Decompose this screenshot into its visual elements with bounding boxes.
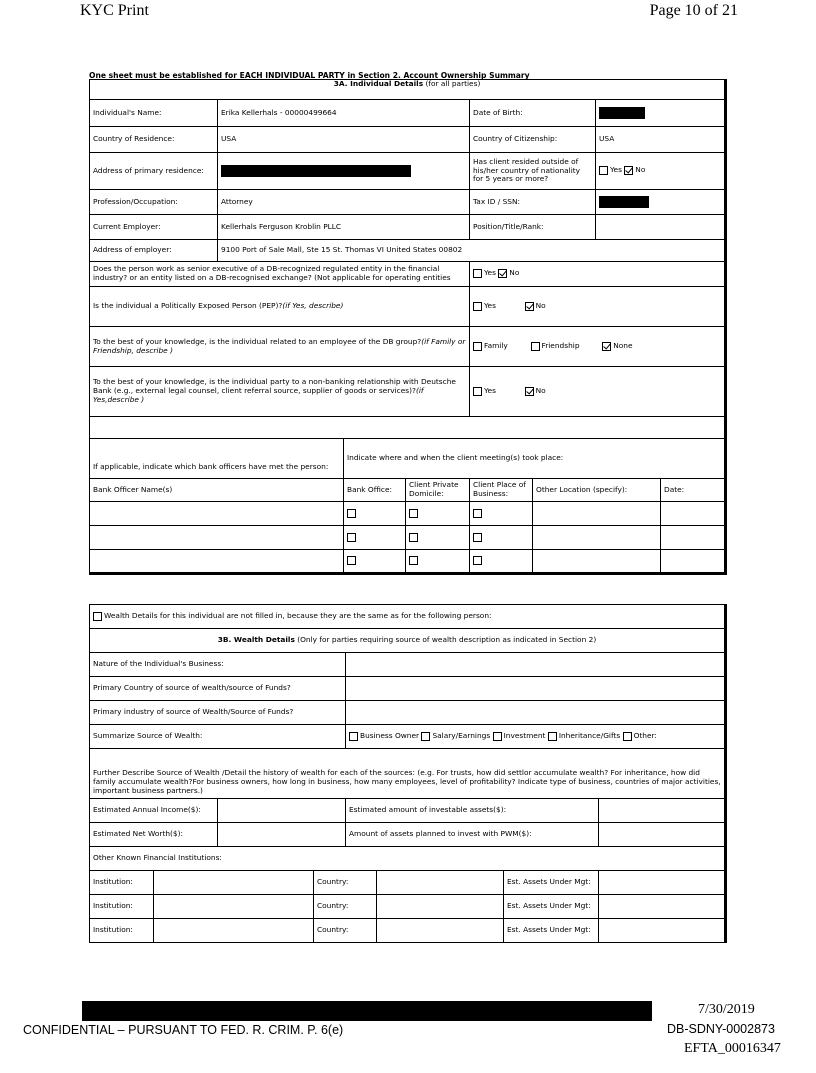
- employer-row: [90, 215, 726, 240]
- pep-yes-checkbox[interactable]: [473, 302, 482, 311]
- domicile-cell: [406, 526, 470, 550]
- senior-executive-row: [90, 262, 726, 287]
- spacer-cell: [90, 417, 726, 439]
- nonbank-yes-checkbox[interactable]: [473, 387, 482, 396]
- employer-address-value: 9100 Port of Sale Mall, Ste 15 St. Thomas VI United States 00802: [218, 240, 726, 262]
- country-input[interactable]: [377, 919, 504, 943]
- summarize-label: Summarize Source of Wealth:: [90, 725, 346, 749]
- aum-input[interactable]: [599, 919, 726, 943]
- related-question-hint: (if Family or Friendship, describe ): [93, 336, 466, 355]
- business-checkbox[interactable]: [473, 533, 482, 542]
- non-banking-question: [90, 367, 470, 417]
- country-source-row: [90, 677, 726, 701]
- outside-no-label: No: [635, 165, 646, 175]
- col-date: Date:: [661, 479, 726, 502]
- industry-source-row: [90, 701, 726, 725]
- institution-input[interactable]: [154, 919, 314, 943]
- redaction-bar: [599, 196, 649, 208]
- meeting-label: Indicate where and when the client meeting(s) took place:: [344, 439, 726, 479]
- institution-row: [90, 919, 726, 943]
- planned-input[interactable]: [599, 823, 726, 847]
- other-location-input[interactable]: [533, 502, 661, 526]
- spacer-row: [90, 417, 726, 439]
- address-value: [218, 153, 470, 190]
- same-as-cell: [90, 605, 726, 629]
- business-cell: [470, 502, 533, 526]
- business-checkbox[interactable]: [473, 556, 482, 565]
- other-fi-label: Other Known Financial Institutions:: [90, 847, 726, 871]
- investment-label: Investment: [503, 730, 546, 740]
- friendship-checkbox[interactable]: [531, 342, 540, 351]
- pep-no-checkbox[interactable]: [525, 302, 534, 311]
- individual-details-table: [89, 79, 727, 575]
- footer-date: 7/30/2019: [698, 1002, 755, 1017]
- residence-row: [90, 127, 726, 153]
- related-employee-row: [90, 327, 726, 367]
- redaction-bar: [599, 107, 645, 119]
- outside-yes-checkbox[interactable]: [599, 166, 608, 175]
- same-as-checkbox[interactable]: [93, 612, 102, 621]
- name-value: Erika Kellerhals - 00000499664: [218, 100, 470, 127]
- friendship-label: Friendship: [541, 340, 580, 350]
- aum-label: Est. Assets Under Mgt:: [504, 871, 599, 895]
- senior-yes-label: Yes: [484, 268, 496, 278]
- salary-label: Salary/Earnings: [432, 730, 491, 740]
- aum-input[interactable]: [599, 871, 726, 895]
- position-value: [596, 215, 726, 240]
- profession-row: [90, 190, 726, 215]
- country-input[interactable]: [377, 895, 504, 919]
- other-checkbox[interactable]: [623, 732, 632, 741]
- col-other-location: Other Location (specify):: [533, 479, 661, 502]
- country-label: Country:: [314, 895, 377, 919]
- outside-nationality-label: Has client resided outside of his/her country of nationality for 5 years or more?: [470, 153, 596, 190]
- employer-address-row: [90, 240, 726, 262]
- bank-office-cell: [344, 526, 406, 550]
- summarize-options: [346, 725, 726, 749]
- institution-label: Institution:: [90, 895, 154, 919]
- business-owner-checkbox[interactable]: [349, 732, 358, 741]
- pep-question-hint: (if Yes, describe): [282, 301, 344, 311]
- nonbank-no-checkbox[interactable]: [525, 387, 534, 396]
- further-describe-text: Further Describe Source of Wealth /Detail the history of wealth for each of the sources: (e.g. For trusts, how did settlor accumulate wealth? For inheritance, how did family accumulate wealth?For business owners, how long in business, how many employees, level of profitability? Indicate type of business, countries of major activities, important business partners.): [90, 749, 726, 799]
- outside-yes-label: Yes: [610, 165, 622, 175]
- domicile-checkbox[interactable]: [409, 509, 418, 518]
- senior-no-label: No: [509, 268, 520, 278]
- domicile-checkbox[interactable]: [409, 533, 418, 542]
- networth-label: Estimated Net Worth($):: [90, 823, 218, 847]
- nature-label: Nature of the Individual's Business:: [90, 653, 346, 677]
- position-label: Position/Title/Rank:: [470, 215, 596, 240]
- income-label: Estimated Annual Income($):: [90, 799, 218, 823]
- country-source-label: Primary Country of source of wealth/source of Funds?: [90, 677, 346, 701]
- non-banking-question-hint: (if Yes,describe ): [93, 386, 424, 404]
- dob-value: [596, 100, 726, 127]
- income-input[interactable]: [218, 799, 346, 823]
- institution-input[interactable]: [154, 871, 314, 895]
- senior-no-checkbox[interactable]: [498, 269, 507, 278]
- domicile-cell: [406, 550, 470, 574]
- pep-question-text: Is the individual a Politically Exposed Person (PEP)?: [93, 301, 283, 311]
- citizenship-label: Country of Citizenship:: [470, 127, 596, 153]
- nonbank-yes-label: Yes: [484, 385, 496, 395]
- officer-name-input[interactable]: [90, 550, 344, 574]
- section-3b-title-suffix: (Only for parties requiring source of wealth description as indicated in Section 2): [297, 635, 597, 645]
- business-owner-label: Business Owner: [360, 730, 420, 740]
- section-3a-title-row: [90, 80, 726, 100]
- aum-label: Est. Assets Under Mgt:: [504, 919, 599, 943]
- country-source-input[interactable]: [346, 677, 726, 701]
- institution-label: Institution:: [90, 919, 154, 943]
- nature-row: [90, 653, 726, 677]
- institution-row: [90, 871, 726, 895]
- col-private-domicile: Client Private Domicile:: [406, 479, 470, 502]
- meeting-row: [90, 526, 726, 550]
- senior-yes-checkbox[interactable]: [473, 269, 482, 278]
- officers-label: If applicable, indicate which bank officers have met the person:: [90, 439, 344, 479]
- col-bank-office: Bank Office:: [344, 479, 406, 502]
- related-question: [90, 327, 470, 367]
- bates-number: DB-SDNY-0002873: [667, 1022, 775, 1036]
- inheritance-checkbox[interactable]: [548, 732, 557, 741]
- senior-executive-question: Does the person work as senior executive of a DB-recognized regulated entity in the financial industry? or an entity listed on a DB-recognised exchange? (Not applicable for operating entities: [90, 262, 470, 287]
- employer-address-label: Address of employer:: [90, 240, 218, 262]
- country-label: Country:: [314, 871, 377, 895]
- name-label: Individual's Name:: [90, 100, 218, 127]
- address-row: [90, 153, 726, 190]
- pep-yes-label: Yes: [484, 300, 496, 310]
- other-location-input[interactable]: [533, 550, 661, 574]
- section-3b-title: 3B. Wealth Details: [217, 635, 295, 645]
- industry-source-label: Primary industry of source of Wealth/Source of Funds?: [90, 701, 346, 725]
- confidential-notice: CONFIDENTIAL – PURSUANT TO FED. R. CRIM. P. 6(e): [23, 1023, 344, 1037]
- institution-label: Institution:: [90, 871, 154, 895]
- date-input[interactable]: [661, 502, 726, 526]
- industry-source-input[interactable]: [346, 701, 726, 725]
- non-banking-question-text: To the best of your knowledge, is the individual party to a non-banking relationship with Deutsche Bank (e.g., external legal counsel, client referral source, supplier of goods or services)?: [93, 377, 456, 396]
- networth-input[interactable]: [218, 823, 346, 847]
- residence-label: Country of Residence:: [90, 127, 218, 153]
- col-officer-name: Bank Officer Name(s): [90, 479, 344, 502]
- nature-input[interactable]: [346, 653, 726, 677]
- redaction-bar: [221, 165, 411, 177]
- senior-executive-answer: [470, 262, 726, 287]
- summarize-row: [90, 725, 726, 749]
- bank-office-checkbox[interactable]: [347, 509, 356, 518]
- domicile-cell: [406, 502, 470, 526]
- business-cell: [470, 526, 533, 550]
- date-input[interactable]: [661, 526, 726, 550]
- bank-office-cell: [344, 502, 406, 526]
- related-answer: [470, 327, 726, 367]
- employer-value: Kellerhals Ferguson Kroblin PLLC: [218, 215, 470, 240]
- country-label: Country:: [314, 919, 377, 943]
- income-row: [90, 799, 726, 823]
- bank-office-checkbox[interactable]: [347, 533, 356, 542]
- salary-checkbox[interactable]: [421, 732, 430, 741]
- pep-row: [90, 287, 726, 327]
- networth-row: [90, 823, 726, 847]
- institution-row: [90, 895, 726, 919]
- outside-nationality-value: [596, 153, 726, 190]
- country-input[interactable]: [377, 871, 504, 895]
- investable-input[interactable]: [599, 799, 726, 823]
- other-location-input[interactable]: [533, 526, 661, 550]
- citizenship-value: USA: [596, 127, 726, 153]
- family-label: Family: [484, 340, 508, 350]
- business-checkbox[interactable]: [473, 509, 482, 518]
- section-3a-title: 3A. Individual Details: [333, 79, 424, 88]
- instruction-note: One sheet must be established for EACH INDIVIDUAL PARTY in Section 2. Account Ownership Summary: [89, 71, 530, 80]
- officer-name-input[interactable]: [90, 526, 344, 550]
- employer-label: Current Employer:: [90, 215, 218, 240]
- residence-value: USA: [218, 127, 470, 153]
- same-as-row: [90, 605, 726, 629]
- non-banking-row: [90, 367, 726, 417]
- meeting-row: [90, 502, 726, 526]
- institution-input[interactable]: [154, 895, 314, 919]
- meeting-header-row: [90, 479, 726, 502]
- bank-office-checkbox[interactable]: [347, 556, 356, 565]
- pep-answer: [470, 287, 726, 327]
- section-3b-title-row: [90, 629, 726, 653]
- family-checkbox[interactable]: [473, 342, 482, 351]
- section-3b-title-cell: [90, 629, 726, 653]
- officer-name-input[interactable]: [90, 502, 344, 526]
- taxid-value: [596, 190, 726, 215]
- domicile-checkbox[interactable]: [409, 556, 418, 565]
- bank-office-cell: [344, 550, 406, 574]
- outside-no-checkbox[interactable]: [624, 166, 633, 175]
- pep-question: [90, 287, 470, 327]
- investable-label: Estimated amount of investable assets($):: [346, 799, 599, 823]
- non-banking-answer: [470, 367, 726, 417]
- inheritance-label: Inheritance/Gifts: [558, 730, 621, 740]
- address-label: Address of primary residence:: [90, 153, 218, 190]
- footer-redaction-bar: [82, 1001, 652, 1021]
- none-checkbox[interactable]: [602, 342, 611, 351]
- profession-label: Profession/Occupation:: [90, 190, 218, 215]
- name-row: [90, 100, 726, 127]
- print-header-left: KYC Print: [80, 2, 149, 19]
- officers-row: [90, 439, 726, 479]
- other-label: Other:: [633, 730, 657, 740]
- related-question-text: To the best of your knowledge, is the individual related to an employee of the DB group?: [93, 336, 422, 346]
- pep-no-label: No: [535, 300, 546, 310]
- none-label: None: [613, 340, 633, 350]
- investment-checkbox[interactable]: [493, 732, 502, 741]
- col-place-of-business: Client Place of Business:: [470, 479, 533, 502]
- aum-input[interactable]: [599, 895, 726, 919]
- efta-number: EFTA_00016347: [684, 1041, 781, 1056]
- other-fi-row: [90, 847, 726, 871]
- planned-label: Amount of assets planned to invest with PWM($):: [346, 823, 599, 847]
- business-cell: [470, 550, 533, 574]
- meeting-row: [90, 550, 726, 574]
- nonbank-no-label: No: [535, 385, 546, 395]
- further-describe-row: [90, 749, 726, 799]
- page-number: Page 10 of 21: [649, 2, 738, 19]
- profession-value: Attorney: [218, 190, 470, 215]
- aum-label: Est. Assets Under Mgt:: [504, 895, 599, 919]
- dob-label: Date of Birth:: [470, 100, 596, 127]
- same-as-label: Wealth Details for this individual are not filled in, because they are the same as for the following person:: [104, 610, 492, 620]
- wealth-details-table: [89, 604, 727, 943]
- taxid-label: Tax ID / SSN:: [470, 190, 596, 215]
- section-3a-title-suffix: (for all parties): [425, 79, 481, 88]
- date-input[interactable]: [661, 550, 726, 574]
